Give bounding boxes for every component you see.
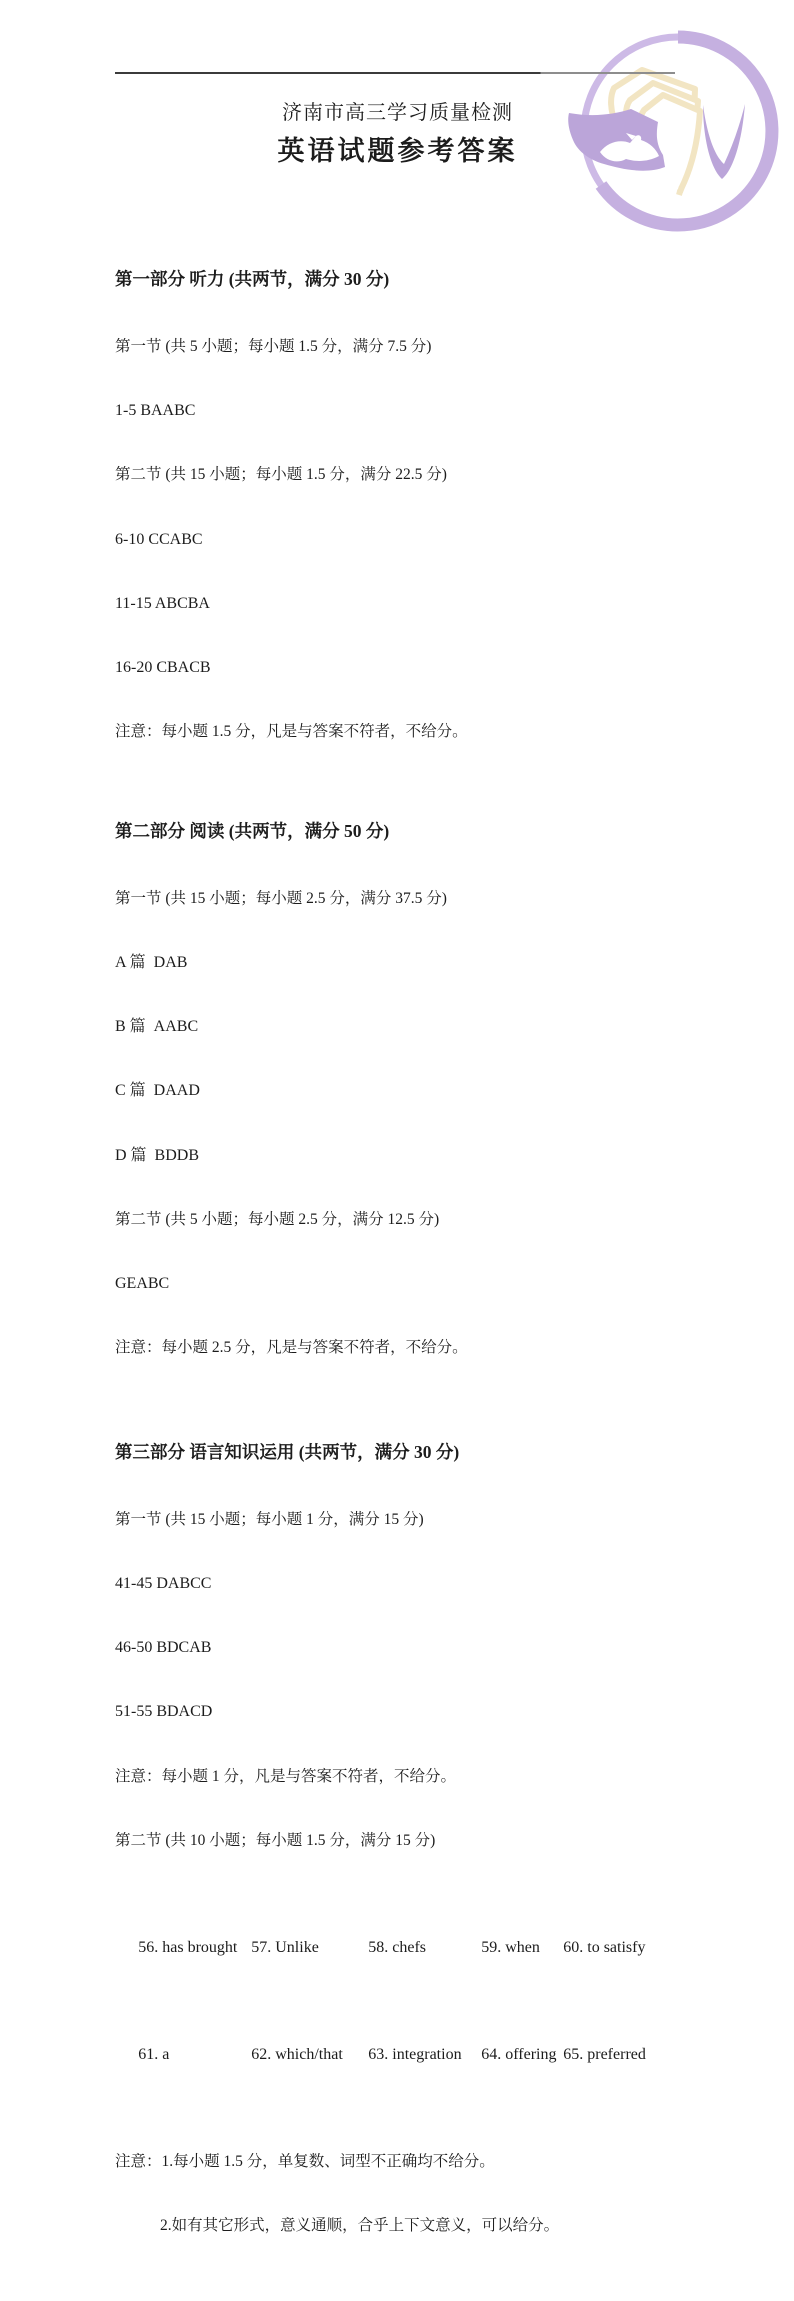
part1-section1-desc: 第一节 (共 5 小题；每小题 1.5 分，满分 7.5 分) <box>115 338 432 356</box>
part2-note: 注意：每小题 2.5 分，凡是与答案不符者，不给分。 <box>115 1339 468 1357</box>
part2-heading: 第二部分 阅读 (共两节，满分 50 分) <box>115 820 390 841</box>
fill-answer: 57. Unlike <box>251 1938 319 1956</box>
part1-heading: 第一部分 听力 (共两节，满分 30 分) <box>115 269 390 290</box>
part3-section2-desc: 第二节 (共 10 小题；每小题 1.5 分，满分 15 分) <box>115 1831 436 1849</box>
part1-section2-desc: 第二节 (共 15 小题；每小题 1.5 分，满分 22.5 分) <box>115 466 447 484</box>
part3-section1-note: 注意：每小题 1 分，凡是与答案不符者，不给分。 <box>115 1767 457 1785</box>
fill-answer: 60. to satisfy <box>563 1938 646 1956</box>
answer-line: 46-50 BDCAB <box>115 1639 212 1657</box>
part2-section2-desc: 第二节 (共 5 小题；每小题 2.5 分，满分 12.5 分) <box>115 1210 440 1228</box>
fill-answer: 61. a <box>138 2045 170 2063</box>
passage-answer-line: D 篇 BDDB <box>115 1146 200 1164</box>
fill-answer: 62. which/that <box>251 2045 343 2063</box>
answer-line: 16-20 CBACB <box>115 659 211 677</box>
passage-answer-line: C 篇 DAAD <box>115 1082 200 1100</box>
passage-answer-line: A 篇 DAB <box>115 954 188 971</box>
answer-line: 6-10 CCABC <box>115 530 203 548</box>
part2-section1-desc: 第一节 (共 15 小题；每小题 2.5 分，满分 37.5 分) <box>115 889 447 907</box>
exam-title: 济南市高三学习质量检测 <box>282 102 513 124</box>
fill-answer: 56. has brought <box>138 1938 238 1956</box>
fill-answer: 59. when <box>481 1938 540 1956</box>
part3-note-line2: 2.如有其它形式，意义通顺，合乎上下文意义，可以给分。 <box>160 2217 560 2235</box>
part2-section2-answers: GEABC <box>115 1275 170 1293</box>
answer-content <box>115 203 735 2301</box>
header-rule <box>115 72 675 74</box>
part3-note-line1 <box>115 2151 735 2172</box>
fill-answers-row <box>115 2023 735 2087</box>
logo-check-swoosh <box>703 104 745 179</box>
answer-line: 41-45 DABCC <box>115 1574 212 1592</box>
part3-section1-desc: 第一节 (共 15 小题；每小题 1 分，满分 15 分) <box>115 1510 424 1528</box>
note-label: 注意： <box>115 2152 162 2170</box>
part3-heading: 第三部分 语言知识运用 (共两节，满分 30 分) <box>115 1441 460 1462</box>
answer-line: 11-15 ABCBA <box>115 594 210 612</box>
passage-answer-line: B 篇 AABC <box>115 1018 199 1036</box>
fill-answer: 65. preferred <box>563 2045 646 2063</box>
fill-answer: 58. chefs <box>368 1938 427 1956</box>
fill-answers-row <box>115 1915 735 1979</box>
note-text: 1.每小题 1.5 分，单复数、词型不正确均不给分。 <box>161 2152 495 2170</box>
answer-key-title: 英语试题参考答案 <box>277 136 518 166</box>
fill-answer: 63. integration <box>368 2045 462 2063</box>
answer-line: 51-55 BDACD <box>115 1703 213 1721</box>
part1-section1-answers: 1-5 BAABC <box>115 402 196 420</box>
part1-note: 注意：每小题 1.5 分，凡是与答案不符者，不给分。 <box>115 723 468 741</box>
fill-answer: 64. offering <box>481 2045 557 2063</box>
